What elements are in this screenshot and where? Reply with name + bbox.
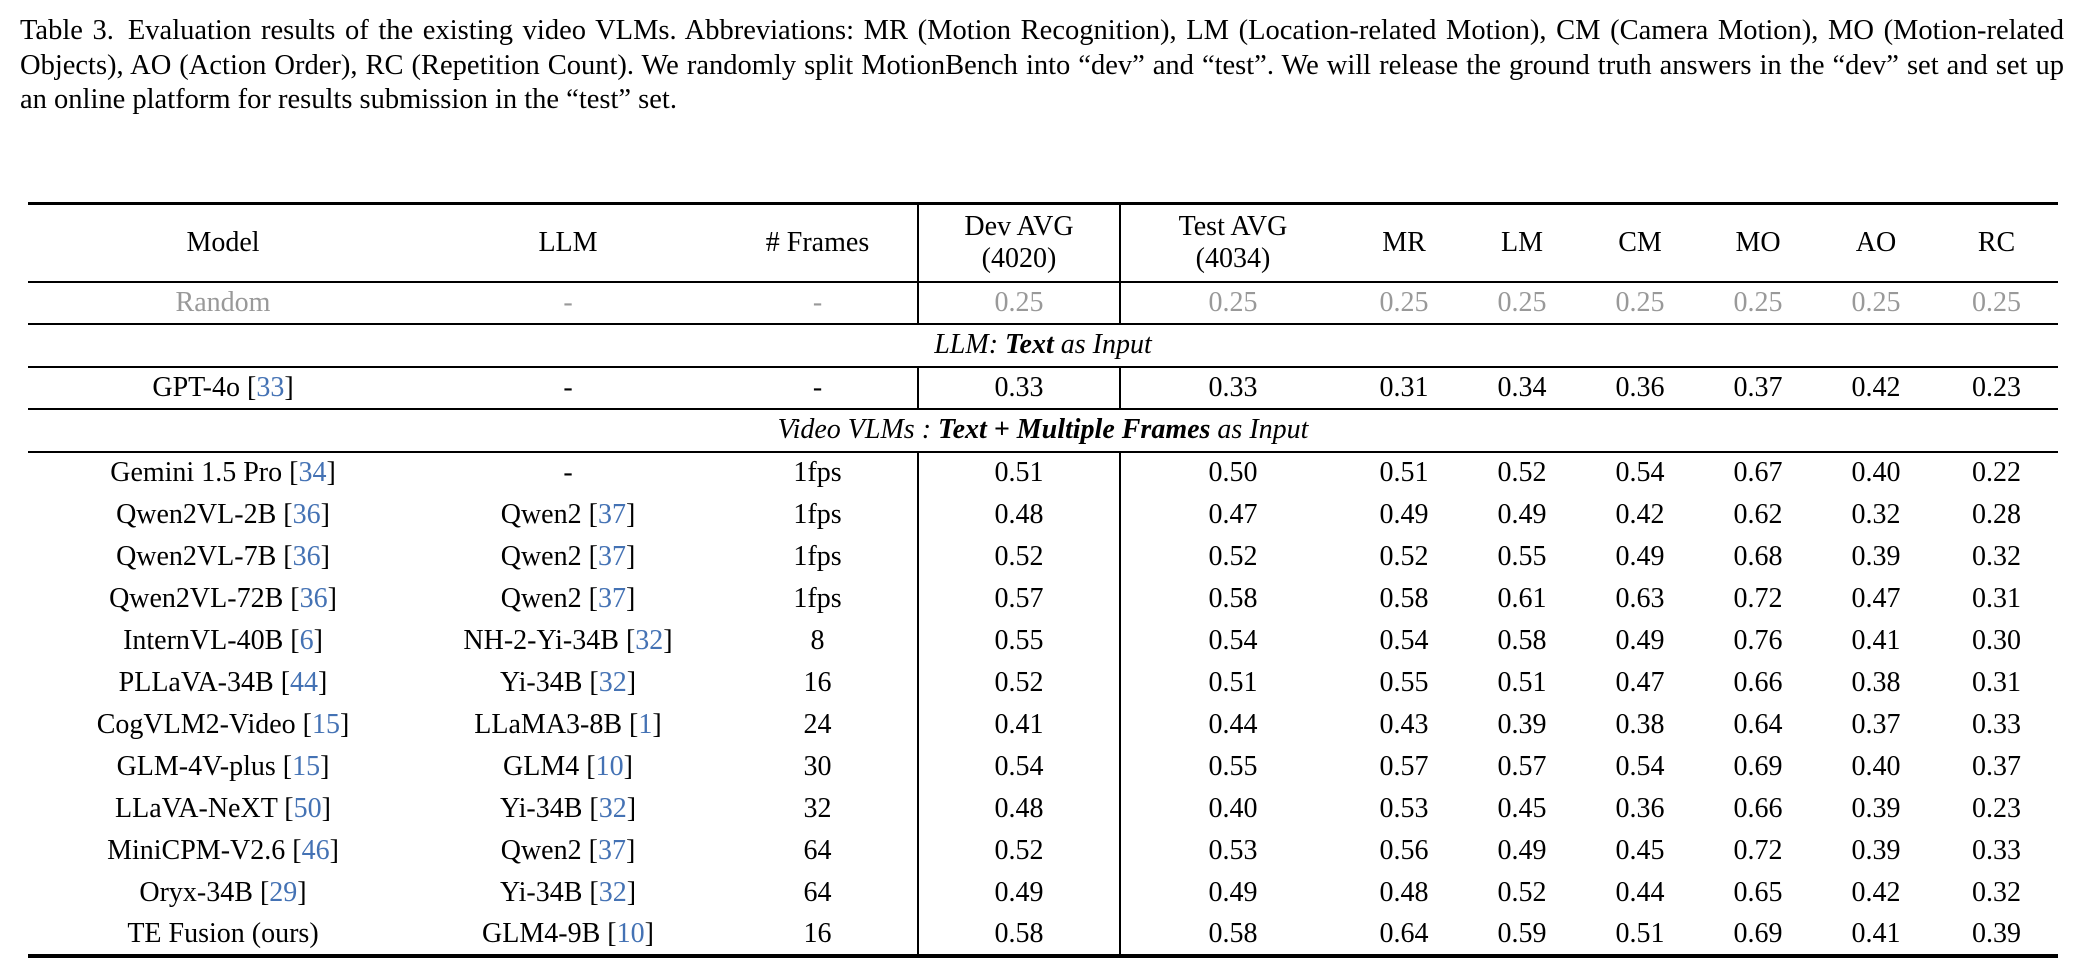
score-cell: 0.52 xyxy=(1497,457,1547,488)
citation-link[interactable]: 32 xyxy=(598,666,627,698)
section-prefix: LLM: xyxy=(934,329,1006,360)
column-header-subtotal: (4020) xyxy=(981,242,1057,274)
table-row xyxy=(28,662,2058,704)
score-cell: 0.53 xyxy=(1379,792,1429,824)
score-cell: 0.33 xyxy=(1972,834,2021,866)
score-cell: 0.25 xyxy=(1345,282,1463,324)
score-cell: 0.62 xyxy=(1733,498,1783,530)
score-cell: 0.58 xyxy=(918,914,1120,956)
score-cell: 0.54 xyxy=(1615,457,1665,488)
score-cell: 0.69 xyxy=(1733,917,1783,949)
table-row xyxy=(28,536,2058,578)
score-cell: 0.30 xyxy=(1972,624,2021,656)
citation-link[interactable]: 15 xyxy=(311,708,340,740)
column-header-label: Dev AVG xyxy=(964,210,1074,242)
llm-cell: GLM4-9B [10] xyxy=(482,917,654,949)
llm-cell: - xyxy=(418,367,718,409)
model-cell: MiniCPM-V2.6 [46] xyxy=(107,834,339,866)
citation-link[interactable]: 46 xyxy=(301,834,330,866)
score-cell: 0.51 xyxy=(1615,917,1665,949)
score-cell: 0.25 xyxy=(1935,282,2058,324)
table-row xyxy=(28,872,2058,914)
frames-cell: - xyxy=(718,367,918,409)
column-header-mo xyxy=(1699,204,1817,282)
section-suffix: as Input xyxy=(1053,329,1152,360)
score-cell: 0.52 xyxy=(918,536,1120,578)
llm-cell: Yi-34B [32] xyxy=(499,876,637,908)
score-cell: 0.37 xyxy=(1699,367,1817,409)
score-cell: 0.44 xyxy=(1615,876,1665,908)
column-header-subtotal: (4034) xyxy=(1195,242,1271,274)
score-cell: 0.55 xyxy=(1379,666,1429,698)
caption-text: Evaluation results of the existing video VLMs. Abbreviations: MR (Motion Recognition), LM (Location-related Motion), CM (Camera Motion), MO (Motion-related Objects), AO (Action Order), RC (Repetition Count). We randomly split MotionBench into “dev” and “test”. We will release the ground truth answers in the “dev” set and set up an online platform for results submission in the “test” set. xyxy=(20,15,2064,115)
model-cell: Gemini 1.5 Pro [34] xyxy=(110,457,336,488)
score-cell: 0.34 xyxy=(1463,367,1581,409)
score-cell: 0.33 xyxy=(1120,367,1345,409)
score-cell: 0.25 xyxy=(1699,282,1817,324)
table-row xyxy=(28,746,2058,788)
score-cell: 0.52 xyxy=(918,830,1120,872)
score-cell: 0.58 xyxy=(1497,624,1547,656)
model-cell: Qwen2VL-7B [36] xyxy=(116,540,330,572)
score-cell: 0.42 xyxy=(1615,498,1665,530)
section-prefix: Video VLMs : xyxy=(777,414,939,445)
score-cell: 0.76 xyxy=(1733,624,1783,656)
score-cell: 0.39 xyxy=(1851,792,1901,824)
score-cell: 0.64 xyxy=(1379,917,1429,949)
score-cell: 0.33 xyxy=(918,367,1120,409)
citation-link[interactable]: 44 xyxy=(290,666,319,698)
results-table xyxy=(28,202,2058,958)
column-header-label: Test AVG xyxy=(1178,210,1288,242)
frames-cell: 64 xyxy=(803,834,832,866)
citation-link[interactable]: 50 xyxy=(293,792,322,824)
table-row xyxy=(28,830,2058,872)
score-cell: 0.47 xyxy=(1615,666,1665,698)
header-row xyxy=(28,204,2058,282)
model-cell: Qwen2VL-2B [36] xyxy=(116,498,330,530)
score-cell: 0.49 xyxy=(1208,876,1258,908)
score-cell: 0.67 xyxy=(1733,457,1783,488)
caption-label: Table 3. xyxy=(20,15,114,46)
score-cell: 0.36 xyxy=(1581,367,1699,409)
frames-cell: 1fps xyxy=(793,540,842,572)
score-cell: 0.49 xyxy=(1615,540,1665,572)
model-cell: LLaVA-NeXT [50] xyxy=(115,792,331,824)
citation-link[interactable]: 37 xyxy=(597,582,626,614)
section-suffix: as Input xyxy=(1210,414,1309,445)
table-row xyxy=(28,494,2058,536)
score-cell: 0.48 xyxy=(1379,876,1429,908)
random-baseline-row xyxy=(28,282,2058,324)
score-cell: 0.56 xyxy=(1379,834,1429,866)
score-cell: 0.72 xyxy=(1733,582,1783,614)
score-cell: 0.64 xyxy=(1733,708,1783,740)
column-header-rc xyxy=(1935,204,2058,282)
llm-cell: LLaMA3-8B [1] xyxy=(474,708,662,740)
score-cell: 0.38 xyxy=(1615,708,1665,740)
column-header-ao xyxy=(1817,204,1935,282)
section-header-row xyxy=(28,324,2058,367)
table-row xyxy=(28,704,2058,746)
score-cell: 0.40 xyxy=(1208,792,1258,824)
score-cell: 0.55 xyxy=(1497,540,1547,572)
column-header-label: Model xyxy=(186,226,260,258)
score-cell: 0.54 xyxy=(1615,750,1665,782)
column-header-model xyxy=(28,204,418,282)
score-cell: 0.37 xyxy=(1972,750,2021,782)
llm-cell: - xyxy=(418,282,718,324)
citation-link[interactable]: 10 xyxy=(616,917,645,949)
score-cell: 0.51 xyxy=(1497,666,1547,698)
score-cell: 0.49 xyxy=(918,872,1120,914)
score-cell: 0.49 xyxy=(1497,834,1547,866)
score-cell: 0.31 xyxy=(1972,666,2021,698)
column-header-lm xyxy=(1463,204,1581,282)
frames-cell: 16 xyxy=(803,666,832,698)
section-bold-text: Text xyxy=(1005,329,1054,360)
score-cell: 0.38 xyxy=(1851,666,1901,698)
score-cell: 0.52 xyxy=(1497,876,1547,908)
frames-cell: 8 xyxy=(810,624,825,656)
score-cell: 0.44 xyxy=(1208,708,1258,740)
model-cell: Oryx-34B [29] xyxy=(139,876,307,908)
citation-link[interactable]: 34 xyxy=(298,457,327,488)
score-cell: 0.32 xyxy=(1972,540,2021,572)
table-header xyxy=(28,204,2058,282)
citation-link[interactable]: 29 xyxy=(269,876,298,908)
table-row xyxy=(28,367,2058,409)
score-cell: 0.45 xyxy=(1615,834,1665,866)
llm-cell: Qwen2 [37] xyxy=(500,834,636,866)
score-cell: 0.42 xyxy=(1851,876,1901,908)
score-cell: 0.66 xyxy=(1733,792,1783,824)
section-header-cell xyxy=(28,409,2058,452)
score-cell: 0.40 xyxy=(1851,457,1901,488)
column-header-llm xyxy=(418,204,718,282)
score-cell: 0.57 xyxy=(918,578,1120,620)
score-cell: 0.39 xyxy=(1851,834,1901,866)
score-cell: 0.47 xyxy=(1851,582,1901,614)
score-cell: 0.49 xyxy=(1615,624,1665,656)
frames-cell: 16 xyxy=(803,917,832,949)
score-cell: 0.31 xyxy=(1345,367,1463,409)
score-cell: 0.51 xyxy=(1379,457,1429,488)
score-cell: 0.54 xyxy=(918,746,1120,788)
column-header-label: RC xyxy=(1977,226,2016,258)
frames-cell: 1fps xyxy=(793,457,842,488)
column-header-label: LM xyxy=(1501,226,1543,258)
score-cell: 0.53 xyxy=(1208,834,1258,866)
llm-cell: Yi-34B [32] xyxy=(499,666,637,698)
score-cell: 0.48 xyxy=(918,788,1120,830)
citation-link[interactable]: 36 xyxy=(292,540,321,572)
score-cell: 0.36 xyxy=(1615,792,1665,824)
model-cell: Random xyxy=(28,282,418,324)
frames-cell: 30 xyxy=(803,750,832,782)
column-header-cm xyxy=(1581,204,1699,282)
score-cell: 0.25 xyxy=(1463,282,1581,324)
section-header-row xyxy=(28,409,2058,452)
citation-link[interactable]: 37 xyxy=(597,834,626,866)
score-cell: 0.41 xyxy=(1851,917,1901,949)
score-cell: 0.45 xyxy=(1497,792,1547,824)
citation-link[interactable]: 37 xyxy=(597,498,626,530)
citation-link[interactable]: 32 xyxy=(598,792,627,824)
score-cell: 0.52 xyxy=(1379,540,1429,572)
score-cell: 0.57 xyxy=(1497,750,1547,782)
table-row xyxy=(28,788,2058,830)
citation-link[interactable]: 15 xyxy=(292,750,321,782)
score-cell: 0.22 xyxy=(1972,457,2021,488)
score-cell: 0.58 xyxy=(1379,582,1429,614)
citation-link[interactable]: 36 xyxy=(299,582,328,614)
citation-link[interactable]: 33 xyxy=(256,371,285,403)
score-cell: 0.43 xyxy=(1379,708,1429,740)
table-row xyxy=(28,620,2058,662)
column-header-label: MR xyxy=(1382,226,1426,258)
score-cell: 0.72 xyxy=(1733,834,1783,866)
score-cell: 0.59 xyxy=(1497,917,1547,949)
score-cell: 0.49 xyxy=(1379,498,1429,530)
frames-cell: 1fps xyxy=(793,498,842,530)
score-cell: 0.33 xyxy=(1972,708,2021,740)
score-cell: 0.25 xyxy=(918,282,1120,324)
score-cell: 0.23 xyxy=(1972,792,2021,824)
score-cell: 0.68 xyxy=(1733,540,1783,572)
model-cell: PLLaVA-34B [44] xyxy=(118,666,328,698)
score-cell: 0.65 xyxy=(1733,876,1783,908)
score-cell: 0.39 xyxy=(1972,917,2021,949)
score-cell: 0.52 xyxy=(918,662,1120,704)
model-cell: GPT-4o [33] xyxy=(28,367,418,409)
llm-cell: Qwen2 [37] xyxy=(500,540,636,572)
table-row xyxy=(28,578,2058,620)
model-cell: GLM-4V-plus [15] xyxy=(116,750,330,782)
score-cell: 0.48 xyxy=(918,494,1120,536)
citation-link[interactable]: 36 xyxy=(292,498,321,530)
score-cell: 0.41 xyxy=(1851,624,1901,656)
score-cell: 0.55 xyxy=(918,620,1120,662)
table-caption xyxy=(20,14,2064,118)
frames-cell: 24 xyxy=(803,708,832,740)
model-cell: InternVL-40B [6] xyxy=(123,624,323,656)
score-cell: 0.25 xyxy=(1817,282,1935,324)
citation-link[interactable]: 10 xyxy=(595,750,624,782)
score-cell: 0.39 xyxy=(1497,708,1547,740)
score-cell: 0.51 xyxy=(918,452,1120,494)
llm-cell: Qwen2 [37] xyxy=(500,582,636,614)
llm-cell: Qwen2 [37] xyxy=(500,498,636,530)
score-cell: 0.42 xyxy=(1817,367,1935,409)
column-header-mr xyxy=(1345,204,1463,282)
citation-link[interactable]: 37 xyxy=(597,540,626,572)
score-cell: 0.63 xyxy=(1615,582,1665,614)
score-cell: 0.50 xyxy=(1208,457,1258,488)
score-cell: 0.69 xyxy=(1733,750,1783,782)
score-cell: 0.32 xyxy=(1851,498,1901,530)
llm-cell: Yi-34B [32] xyxy=(499,792,637,824)
column-header-dev-avg xyxy=(918,204,1120,282)
score-cell: 0.55 xyxy=(1208,750,1258,782)
score-cell: 0.58 xyxy=(1208,582,1258,614)
section-header-cell xyxy=(28,324,2058,367)
frames-cell: - xyxy=(718,282,918,324)
model-cell: CogVLM2-Video [15] xyxy=(96,708,350,740)
column-header-test-avg xyxy=(1120,204,1345,282)
column-header-label: CM xyxy=(1618,226,1662,258)
citation-link[interactable]: 32 xyxy=(635,624,664,656)
score-cell: 0.54 xyxy=(1379,624,1429,656)
score-cell: 0.57 xyxy=(1379,750,1429,782)
score-cell: 0.52 xyxy=(1208,540,1258,572)
score-cell: 0.41 xyxy=(918,704,1120,746)
llm-cell: - xyxy=(563,457,573,488)
score-cell: 0.61 xyxy=(1497,582,1547,614)
frames-cell: 64 xyxy=(803,876,832,908)
citation-link[interactable]: 32 xyxy=(598,876,627,908)
column-header-label: AO xyxy=(1855,226,1897,258)
score-cell: 0.51 xyxy=(1208,666,1258,698)
citation-link[interactable]: 6 xyxy=(299,624,314,656)
score-cell: 0.25 xyxy=(1120,282,1345,324)
score-cell: 0.25 xyxy=(1581,282,1699,324)
score-cell: 0.31 xyxy=(1972,582,2021,614)
column-header-label: MO xyxy=(1735,226,1781,258)
table-row xyxy=(28,452,2058,494)
frames-cell: 32 xyxy=(803,792,832,824)
citation-link[interactable]: 1 xyxy=(638,708,653,740)
score-cell: 0.58 xyxy=(1208,917,1258,949)
frames-cell: 1fps xyxy=(793,582,842,614)
model-cell: TE Fusion (ours) xyxy=(127,917,319,949)
score-cell: 0.66 xyxy=(1733,666,1783,698)
column-header-label: LLM xyxy=(538,226,598,258)
score-cell: 0.37 xyxy=(1851,708,1901,740)
llm-cell: NH-2-Yi-34B [32] xyxy=(463,624,673,656)
score-cell: 0.54 xyxy=(1208,624,1258,656)
score-cell: 0.32 xyxy=(1972,876,2021,908)
score-cell: 0.23 xyxy=(1935,367,2058,409)
score-cell: 0.39 xyxy=(1851,540,1901,572)
score-cell: 0.28 xyxy=(1972,498,2021,530)
column-header-label: # Frames xyxy=(765,226,870,258)
score-cell: 0.47 xyxy=(1208,498,1258,530)
model-cell: Qwen2VL-72B [36] xyxy=(109,582,337,614)
score-cell: 0.40 xyxy=(1851,750,1901,782)
llm-cell: GLM4 [10] xyxy=(503,750,633,782)
table-row xyxy=(28,914,2058,956)
score-cell: 0.49 xyxy=(1497,498,1547,530)
column-header-frames xyxy=(718,204,918,282)
section-bold-text: Text + Multiple Frames xyxy=(938,414,1211,445)
